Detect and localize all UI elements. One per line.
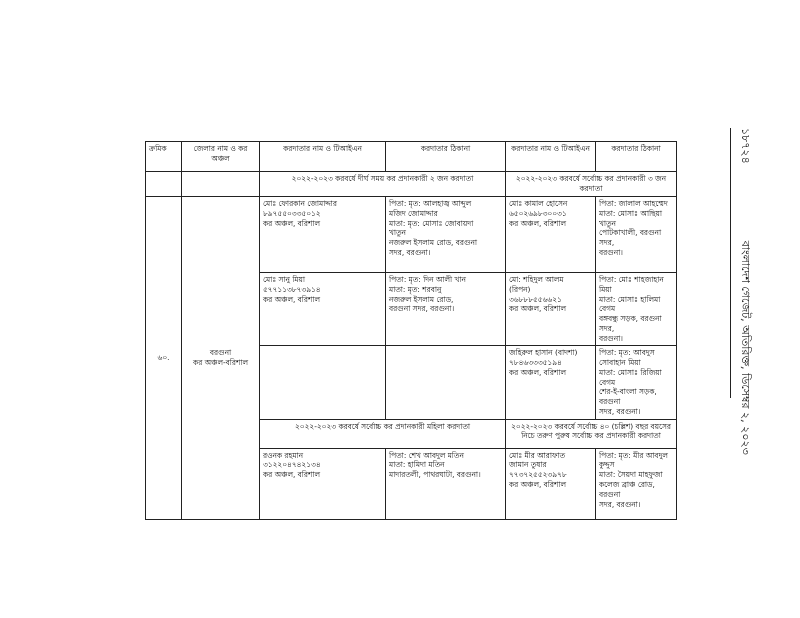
address-line: বরগুনা সদর, বরগুনা।: [389, 304, 455, 314]
taxpayer-name: মোঃ ফোরকান জোমাদ্দার: [263, 199, 337, 208]
taxpayer-name-cell: [506, 346, 596, 419]
taxpayer-tin: ৩৬৮৮৮৫৫৬৬২১: [509, 294, 562, 304]
address-line: মাতা: হামিদা মতিন: [389, 460, 445, 470]
side-header-rule: [730, 128, 731, 398]
taxpayer-table: [145, 141, 677, 520]
blank-cell: [260, 346, 386, 419]
side-running-header: [735, 128, 754, 455]
taxpayer-name: মো: শহিদুল আলম: [509, 275, 564, 284]
address-line: সদর, বরগুনা।: [389, 247, 431, 257]
address-line: নজরুল ইসলাম রোড, বরগুনা: [389, 238, 478, 248]
taxpayer-address-cell: [386, 197, 506, 273]
running-head: বাংলাদেশ গেজেট, অতিরিক্ত, ডিসেম্বর ২, ২০২৩: [739, 240, 752, 455]
page-number: ১৮৭২৪: [739, 128, 752, 164]
address-line: পিতা: মৃত: আলহাজ্ব আব্দুল: [389, 199, 472, 208]
address-line: পিতা: মৃত: মীর আবদুল: [599, 450, 668, 460]
header-serial: ক্রমিক: [146, 142, 182, 172]
header-row: [146, 142, 677, 172]
taxpayer-name: জহিরুল হাসান (বাদশা): [509, 348, 578, 358]
taxpayer-zone: কর অঞ্চল, বরিশাল: [509, 480, 566, 490]
address-line: নজরুল ইসলাম রোড,: [389, 294, 454, 304]
taxpayer-tin: ৭৭৩৭২৫৫২৩৯৭৮: [509, 470, 567, 480]
taxpayer-name-cell: [260, 273, 386, 346]
address-line: মাতা: মৃত: মোসাঃ জোবায়দা: [389, 218, 474, 228]
district-cell: [182, 197, 260, 520]
taxpayer-zone: কর অঞ্চল, বরিশাল: [509, 304, 566, 314]
blank-cell: [146, 172, 182, 197]
address-line: খাতুন: [389, 228, 406, 238]
address-line: কুদ্দুস: [599, 460, 615, 470]
taxpayer-address-cell: [386, 273, 506, 346]
taxpayer-name-cell: [260, 197, 386, 273]
header-address: করদাতার ঠিকানা: [596, 142, 677, 172]
caption-highest: ২০২২-২০২৩ করবর্ষে সর্বোচ্চ কর প্রদানকারী ৩ জন করদাতা: [506, 172, 677, 197]
address-line: মাতা: মোসাঃ হালিমা বেগম: [599, 294, 661, 314]
address-line: মাদারতলী, পাথরঘাটা, বরগুনা।: [389, 470, 481, 480]
caption-young: ২০২২-২০২৩ করবর্ষে সর্বোচ্চ ৪০ (চল্লিশ) বছর বয়সের নিচে তরুণ পুরুষ সর্বোচ্চ কর প্রদানকারী করদাতা: [506, 419, 677, 448]
taxpayer-zone: কর অঞ্চল, বরিশাল: [509, 367, 566, 377]
header-name-tin: করদাতার নাম ও টিআইএন: [506, 142, 596, 172]
taxpayer-tin: ৬৫০২৬৯৮৩০০৩১: [509, 208, 567, 218]
taxpayer-zone: কর অঞ্চল, বরিশাল: [263, 470, 320, 480]
taxpayer-address-cell: [596, 346, 677, 419]
address-line: মজিদ জোমাদ্দার: [389, 208, 438, 218]
address-line: মাতা: মোসাঃ রিজিয়া বেগম: [599, 367, 662, 387]
taxpayer-tin: ৫৭৭১১৩৮৭৩৯১৪: [263, 284, 321, 294]
taxpayer-name: মোঃ কামাল হোসেন: [509, 199, 568, 208]
address-line: পিতা: শেখ আবদুল মতিন: [389, 450, 464, 460]
taxpayer-tin: ৮৯৭৫৫০৩৩৫০১২: [263, 208, 321, 218]
address-line: পোটকাখালী, বরগুনা সদর,: [599, 228, 662, 248]
taxpayer-name-cell: [506, 448, 596, 519]
address-line: সোবাহান মিয়া: [599, 358, 641, 368]
taxpayer-address-cell: [386, 448, 506, 519]
taxpayer-name: জামান তুষার: [509, 460, 547, 470]
taxpayer-address-cell: [596, 273, 677, 346]
header-name-tin: করদাতার নাম ও টিআইএন: [260, 142, 386, 172]
address-line: পিতা: মৃত: দিন আলী খান: [389, 275, 466, 284]
address-line: বরগুনা।: [599, 247, 623, 257]
address-line: শের-ই-বাংলা সড়ক, বরগুনা: [599, 387, 657, 407]
address-line: মাতা: সৈয়দা মাহফুজা: [599, 470, 663, 480]
taxpayer-name-cell: [506, 197, 596, 273]
address-line: সদর, বরগুনা।: [599, 499, 641, 509]
address-line: মাতা: মৃত: শরবানু: [389, 284, 442, 294]
caption-female: ২০২২-২০২৩ করবর্ষে সর্বোচ্চ কর প্রদানকারী মহিলা করদাতা: [260, 419, 506, 448]
district-name: বরগুনা: [209, 348, 232, 358]
address-line: বঙ্গবন্ধু সড়ক, বরগুনা সদর,: [599, 314, 662, 333]
taxpayer-name: মোঃ সানু মিয়া: [263, 275, 306, 284]
blank-cell: [182, 172, 260, 197]
header-district: জেলার নাম ও কর অঞ্চল: [182, 142, 260, 172]
address-line: মাতা: মোসাঃ আছিয়া খাতুন: [599, 208, 663, 228]
taxpayer-name: মোঃ মীর আরাফাত: [509, 450, 566, 460]
taxpayer-zone: কর অঞ্চল, বরিশাল: [509, 218, 566, 228]
taxpayer-zone: কর অঞ্চল, বরিশাল: [263, 218, 320, 228]
taxpayer-name: (রিপন): [509, 284, 531, 294]
district-zone: কর অঞ্চল-বরিশাল: [193, 357, 248, 367]
address-line: কলেজ ব্রাঞ্চ রোড, বরগুনা: [599, 480, 655, 499]
caption-row: [146, 172, 677, 197]
taxpayer-zone: কর অঞ্চল, বরিশাল: [263, 294, 320, 304]
header-address: করদাতার ঠিকানা: [386, 142, 506, 172]
taxpayer-name: রওনক রহমান: [263, 450, 304, 460]
serial-cell: ৬০.: [146, 197, 182, 520]
taxpayer-address-cell: [596, 197, 677, 273]
address-line: পিতা: মোঃ শাহজাহান মিয়া: [599, 275, 664, 294]
taxpayer-address-cell: [596, 448, 677, 519]
taxpayer-tin: ৩১২২০৪৭৪২১৩৪: [263, 460, 321, 470]
address-line: পিতা: জালাল আহম্মেদ: [599, 199, 668, 208]
address-line: সদর, বরগুনা।: [599, 406, 641, 416]
table-row: [146, 197, 677, 273]
taxpayer-tin: ৭৮৪৬৩৩৩৫১৯৪: [509, 358, 562, 368]
taxpayer-name-cell: [506, 273, 596, 346]
caption-longest: ২০২২-২০২৩ করবর্ষে দীর্ঘ সময় কর প্রদানকারী ২ জন করদাতা: [260, 172, 506, 197]
address-line: বরগুনা।: [599, 333, 623, 343]
address-line: পিতা: মৃত: আবদুস: [599, 348, 655, 358]
blank-cell: [386, 346, 506, 419]
taxpayer-name-cell: [260, 448, 386, 519]
